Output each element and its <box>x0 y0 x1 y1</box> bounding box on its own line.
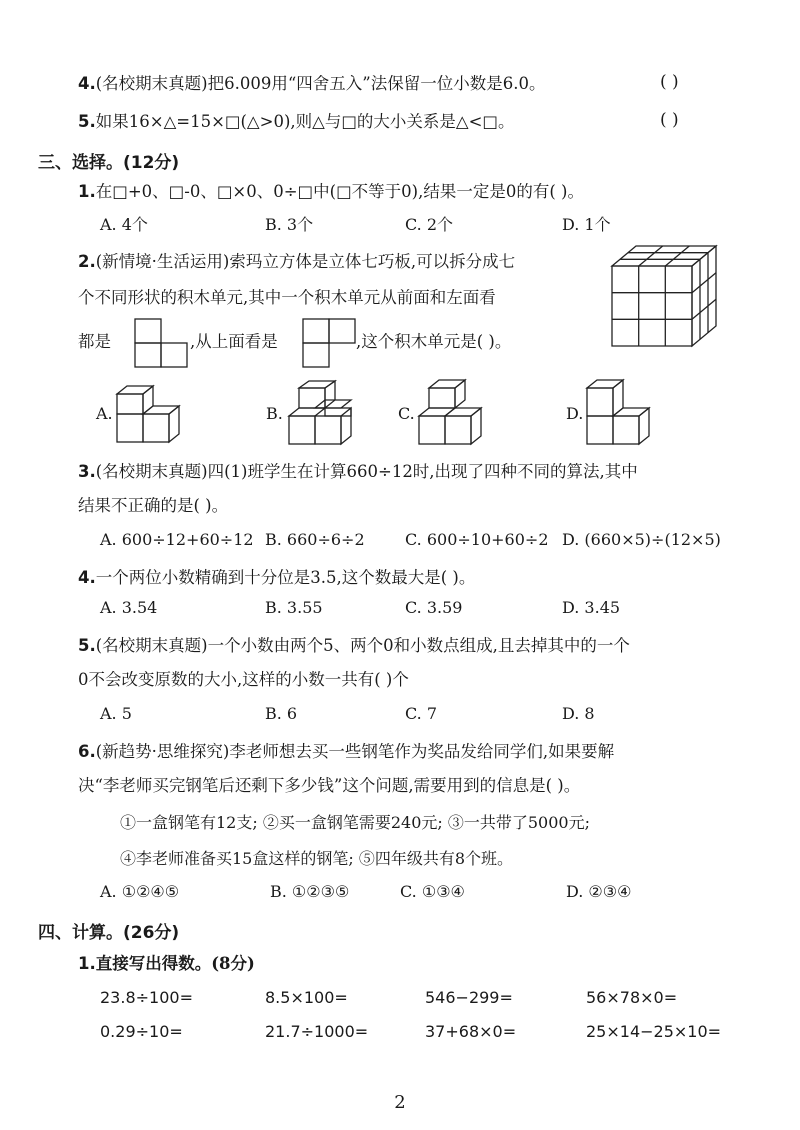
judge-q5-answer-blank[interactable]: ( ) <box>660 110 679 130</box>
calc-item-3[interactable]: 546−299= <box>425 988 513 1007</box>
mc-q2-option-a-label[interactable]: A. <box>96 404 113 423</box>
mc-q2-line2: 个不同形状的积木单元,其中一个积木单元从前面和左面看 <box>78 288 496 307</box>
mc-q5-line1: 5.(名校期末真题)一个小数由两个5、两个0和小数点组成,且去掉其中的一个 <box>78 636 630 655</box>
mc-q3-option-d[interactable]: D. (660×5)÷(12×5) <box>562 530 721 549</box>
mc-q2-option-c-label[interactable]: C. <box>398 404 415 423</box>
mc-q1-option-c[interactable]: C. 2个 <box>405 215 454 234</box>
mc-q6-info-line2: ④李老师准备买15盒这样的钢笔; ⑤四年级共有8个班。 <box>120 849 514 868</box>
mc-q4-option-d[interactable]: D. 3.45 <box>562 598 621 617</box>
mc-q5-option-d[interactable]: D. 8 <box>562 704 595 723</box>
mc-q6-option-d[interactable]: D. ②③④ <box>566 882 632 901</box>
mc-q5-option-a[interactable]: A. 5 <box>100 704 132 723</box>
judge-q4: 4.(名校期末真题)把6.009用“四舍五入”法保留一位小数是6.0。 <box>78 74 546 93</box>
mc-q6-info-line1: ①一盒钢笔有12支; ②买一盒钢笔需要240元; ③一共带了5000元; <box>120 813 590 832</box>
mc-q4-option-c[interactable]: C. 3.59 <box>405 598 463 617</box>
calc-item-7[interactable]: 37+68×0= <box>425 1022 517 1041</box>
mc-q4: 4.一个两位小数精确到十分位是3.5,这个数最大是( )。 <box>78 568 476 587</box>
calc-q1: 1.直接写出得数。(8分) <box>78 954 255 973</box>
section-title-choice: 三、选择。(12分) <box>38 153 180 173</box>
mc-q2-line1: 2.(新情境·生活运用)索玛立方体是立体七巧板,可以拆分成七 <box>78 252 516 271</box>
calc-item-1[interactable]: 23.8÷100= <box>100 988 193 1007</box>
mc-q1-option-d[interactable]: D. 1个 <box>562 215 611 234</box>
mc-q2-line3a: 都是 <box>78 332 111 351</box>
mc-q6-option-b[interactable]: B. ①②③⑤ <box>270 882 350 901</box>
mc-q2-line3c: ,这个积木单元是( )。 <box>356 332 512 351</box>
mc-q4-option-b[interactable]: B. 3.55 <box>265 598 323 617</box>
mc-q5-option-b[interactable]: B. 6 <box>265 704 298 723</box>
mc-q3-option-a[interactable]: A. 600÷12+60÷12 <box>100 530 254 549</box>
calc-item-2[interactable]: 8.5×100= <box>265 988 348 1007</box>
mc-q6-line2: 决“李老师买完钢笔后还剩下多少钱”这个问题,需要用到的信息是( )。 <box>78 776 581 795</box>
mc-q1: 1.在□+0、□-0、□×0、0÷□中(□不等于0),结果一定是0的有( )。 <box>78 182 584 201</box>
mc-q1-option-b[interactable]: B. 3个 <box>265 215 314 234</box>
mc-q3-line1: 3.(名校期末真题)四(1)班学生在计算660÷12时,出现了四种不同的算法,其中 <box>78 462 638 481</box>
mc-q2-option-d-label[interactable]: D. <box>566 404 584 423</box>
calc-item-4[interactable]: 56×78×0= <box>586 988 678 1007</box>
judge-q5: 5.如果16×△=15×□(△>0),则△与□的大小关系是△<□。 <box>78 112 515 131</box>
calc-item-8[interactable]: 25×14−25×10= <box>586 1022 722 1041</box>
mc-q2-option-b-label[interactable]: B. <box>266 404 283 423</box>
mc-q6-line1: 6.(新趋势·思维探究)李老师想去买一些钢笔作为奖品发给同学们,如果要解 <box>78 742 615 761</box>
front-left-view-figure <box>134 318 188 368</box>
judge-q4-answer-blank[interactable]: ( ) <box>660 72 679 92</box>
page-number: 2 <box>394 1092 406 1113</box>
mc-q3-line2: 结果不正确的是( )。 <box>78 496 229 515</box>
calc-item-5[interactable]: 0.29÷10= <box>100 1022 183 1041</box>
mc-q5-line2: 0不会改变原数的大小,这样的小数一共有( )个 <box>78 670 409 689</box>
mc-q3-option-b[interactable]: B. 660÷6÷2 <box>265 530 365 549</box>
mc-q2-option-d-figure[interactable] <box>586 378 658 446</box>
mc-q3-option-c[interactable]: C. 600÷10+60÷2 <box>405 530 549 549</box>
mc-q2-option-c-figure[interactable] <box>418 378 498 446</box>
soma-cube-figure <box>612 244 722 348</box>
mc-q2-option-b-figure[interactable] <box>288 380 364 446</box>
section-title-calculation: 四、计算。(26分) <box>38 923 180 943</box>
top-view-figure <box>302 318 356 368</box>
mc-q4-option-a[interactable]: A. 3.54 <box>100 598 158 617</box>
calc-item-6[interactable]: 21.7÷1000= <box>265 1022 369 1041</box>
mc-q2-line3b: ,从上面看是 <box>190 332 278 351</box>
mc-q2-option-a-figure[interactable] <box>116 385 182 445</box>
mc-q5-option-c[interactable]: C. 7 <box>405 704 438 723</box>
mc-q6-option-c[interactable]: C. ①③④ <box>400 882 465 901</box>
mc-q6-option-a[interactable]: A. ①②④⑤ <box>100 882 180 901</box>
mc-q1-option-a[interactable]: A. 4个 <box>100 215 148 234</box>
